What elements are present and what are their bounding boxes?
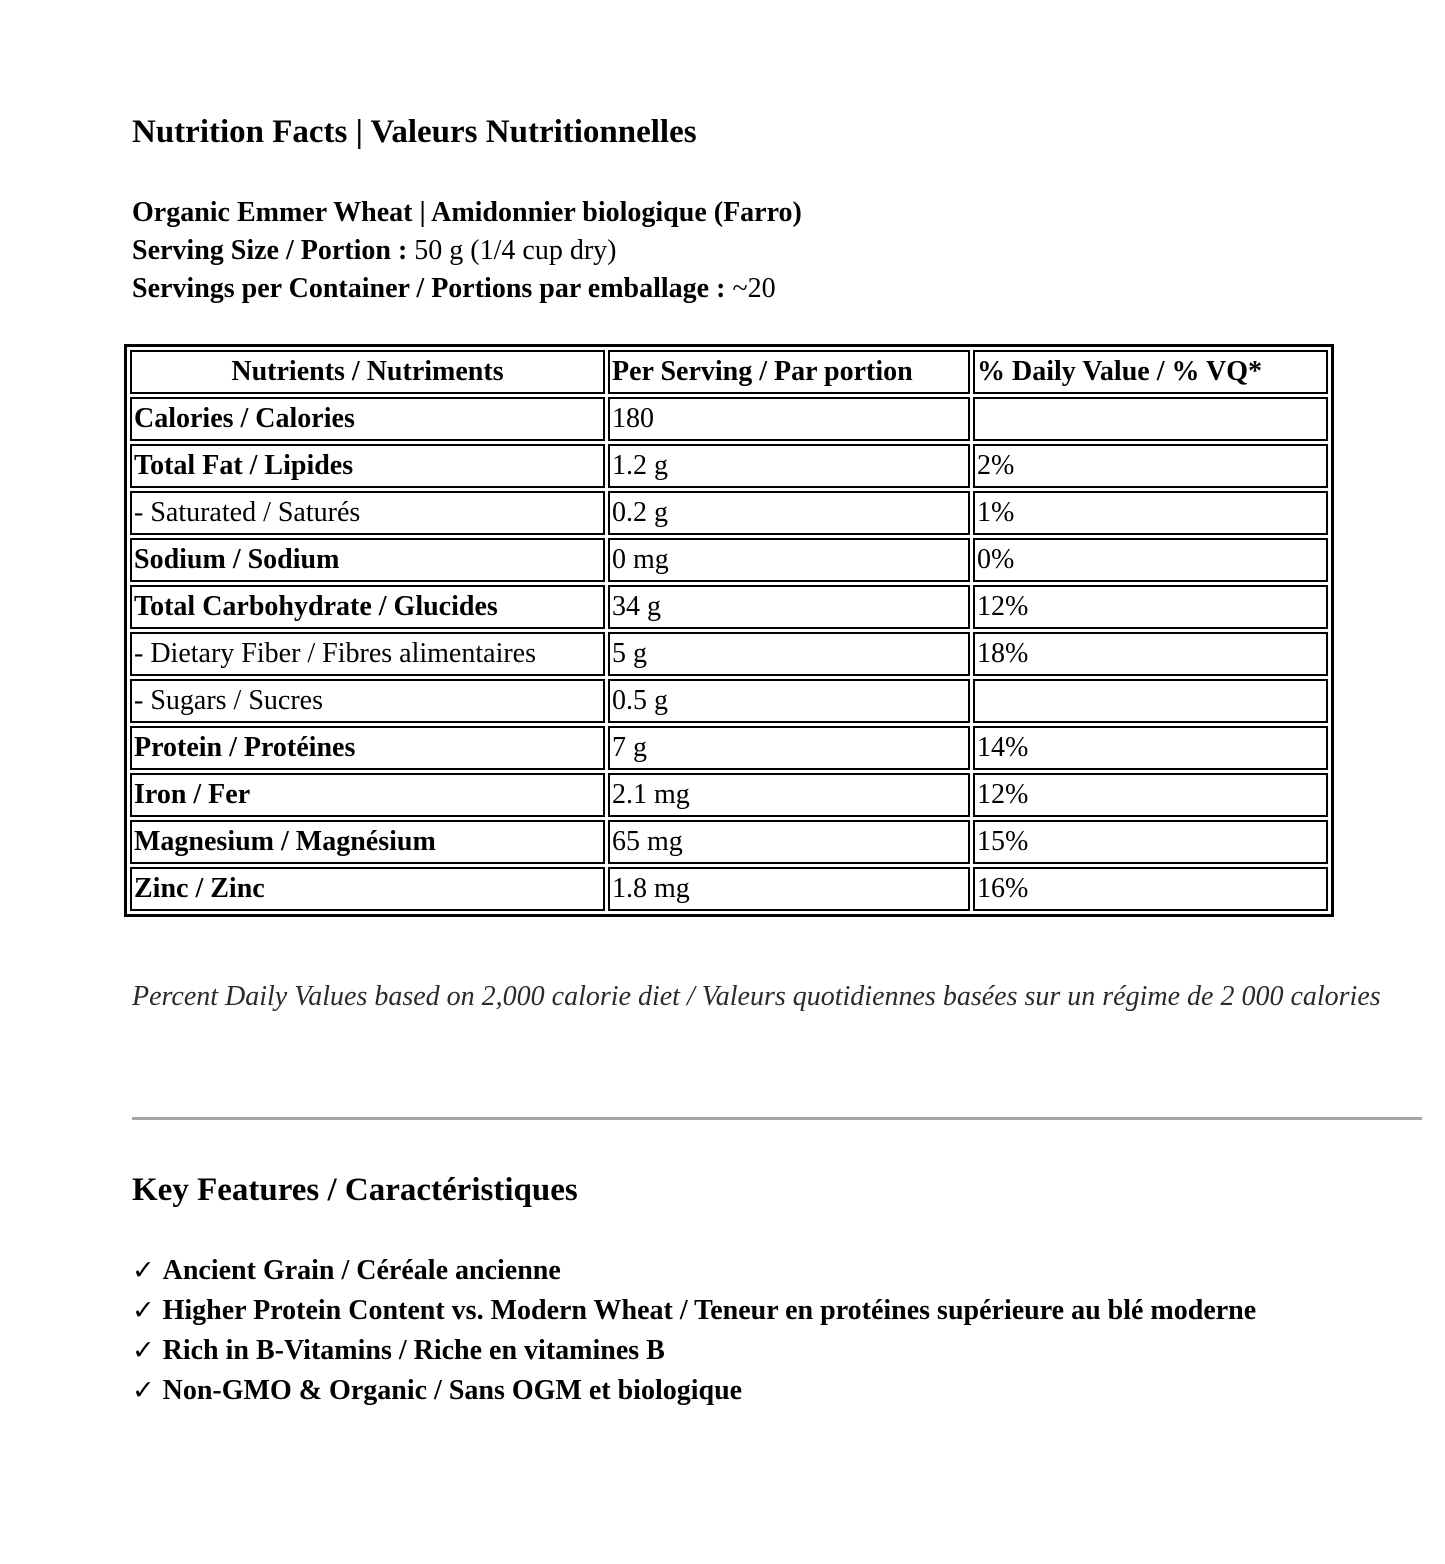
table-row bbox=[130, 820, 1328, 864]
nutrient-name: Protein / Protéines bbox=[130, 726, 605, 770]
serving-size-line bbox=[132, 232, 802, 270]
nutrient-daily-value: 18% bbox=[973, 632, 1328, 676]
nutrient-amount: 1.8 mg bbox=[608, 867, 970, 911]
nutrition-table bbox=[124, 344, 1334, 917]
nutrient-daily-value: 14% bbox=[973, 726, 1328, 770]
section-divider bbox=[132, 1117, 1422, 1120]
nutrient-amount: 65 mg bbox=[608, 820, 970, 864]
nutrient-amount: 2.1 mg bbox=[608, 773, 970, 817]
checkmark-icon: ✓ bbox=[132, 1295, 155, 1326]
serving-size-label: Serving Size / Portion : bbox=[132, 235, 408, 266]
checkmark-icon: ✓ bbox=[132, 1375, 155, 1406]
table-row bbox=[130, 632, 1328, 676]
nutrient-daily-value: 1% bbox=[973, 491, 1328, 535]
feature-text: Higher Protein Content vs. Modern Wheat / Teneur en protéines supérieure au blé moderne bbox=[162, 1295, 1257, 1326]
table-row bbox=[130, 726, 1328, 770]
list-item bbox=[132, 1251, 1372, 1291]
table-row bbox=[130, 538, 1328, 582]
product-name: Organic Emmer Wheat | Amidonnier biologique (Farro) bbox=[132, 197, 802, 228]
serving-size-value: 50 g (1/4 cup dry) bbox=[414, 235, 617, 266]
daily-value-footnote: Percent Daily Values based on 2,000 calorie diet / Valeurs quotidiennes basées sur un régime de 2 000 calories bbox=[132, 981, 1381, 1012]
nutrient-daily-value: 16% bbox=[973, 867, 1328, 911]
column-header-daily-value: % Daily Value / % VQ* bbox=[973, 350, 1328, 394]
product-info bbox=[132, 194, 802, 308]
nutrient-amount: 7 g bbox=[608, 726, 970, 770]
features-heading: Key Features / Caractéristiques bbox=[132, 1172, 578, 1208]
nutrient-name: Total Carbohydrate / Glucides bbox=[130, 585, 605, 629]
table-row bbox=[130, 444, 1328, 488]
feature-text: Rich in B-Vitamins / Riche en vitamines B bbox=[162, 1335, 665, 1366]
nutrient-amount: 180 bbox=[608, 397, 970, 441]
feature-text: Ancient Grain / Céréale ancienne bbox=[162, 1255, 561, 1286]
nutrient-daily-value: 12% bbox=[973, 773, 1328, 817]
nutrient-amount: 34 g bbox=[608, 585, 970, 629]
checkmark-icon: ✓ bbox=[132, 1255, 155, 1286]
nutrient-daily-value: 12% bbox=[973, 585, 1328, 629]
table-row bbox=[130, 585, 1328, 629]
servings-per-container-line bbox=[132, 270, 802, 308]
nutrient-name: Calories / Calories bbox=[130, 397, 605, 441]
column-header-per-serving: Per Serving / Par portion bbox=[608, 350, 970, 394]
column-header-nutrients: Nutrients / Nutriments bbox=[130, 350, 605, 394]
table-row bbox=[130, 397, 1328, 441]
nutrient-daily-value bbox=[973, 679, 1328, 723]
nutrient-amount: 0 mg bbox=[608, 538, 970, 582]
page-title: Nutrition Facts | Valeurs Nutritionnelles bbox=[132, 114, 697, 150]
table-row bbox=[130, 491, 1328, 535]
nutrient-name: Zinc / Zinc bbox=[130, 867, 605, 911]
table-row bbox=[130, 679, 1328, 723]
servings-per-container-label: Servings per Container / Portions par emballage : bbox=[132, 273, 726, 304]
table-row bbox=[130, 773, 1328, 817]
nutrient-daily-value bbox=[973, 397, 1328, 441]
nutrient-amount: 0.2 g bbox=[608, 491, 970, 535]
list-item bbox=[132, 1331, 1372, 1371]
list-item bbox=[132, 1291, 1372, 1331]
nutrient-amount: 1.2 g bbox=[608, 444, 970, 488]
nutrient-amount: 0.5 g bbox=[608, 679, 970, 723]
features-list bbox=[132, 1251, 1372, 1411]
nutrient-name: - Dietary Fiber / Fibres alimentaires bbox=[130, 632, 605, 676]
nutrient-name: Iron / Fer bbox=[130, 773, 605, 817]
table-row bbox=[130, 867, 1328, 911]
table-header-row bbox=[130, 350, 1328, 394]
nutrient-name: - Saturated / Saturés bbox=[130, 491, 605, 535]
nutrient-daily-value: 0% bbox=[973, 538, 1328, 582]
feature-text: Non-GMO & Organic / Sans OGM et biologique bbox=[162, 1375, 743, 1406]
nutrient-daily-value: 15% bbox=[973, 820, 1328, 864]
nutrient-name: Sodium / Sodium bbox=[130, 538, 605, 582]
nutrient-amount: 5 g bbox=[608, 632, 970, 676]
checkmark-icon: ✓ bbox=[132, 1335, 155, 1366]
nutrient-daily-value: 2% bbox=[973, 444, 1328, 488]
list-item bbox=[132, 1371, 1372, 1411]
nutrient-name: Total Fat / Lipides bbox=[130, 444, 605, 488]
servings-per-container-value: ~20 bbox=[732, 273, 776, 304]
nutrient-name: Magnesium / Magnésium bbox=[130, 820, 605, 864]
nutrient-name: - Sugars / Sucres bbox=[130, 679, 605, 723]
